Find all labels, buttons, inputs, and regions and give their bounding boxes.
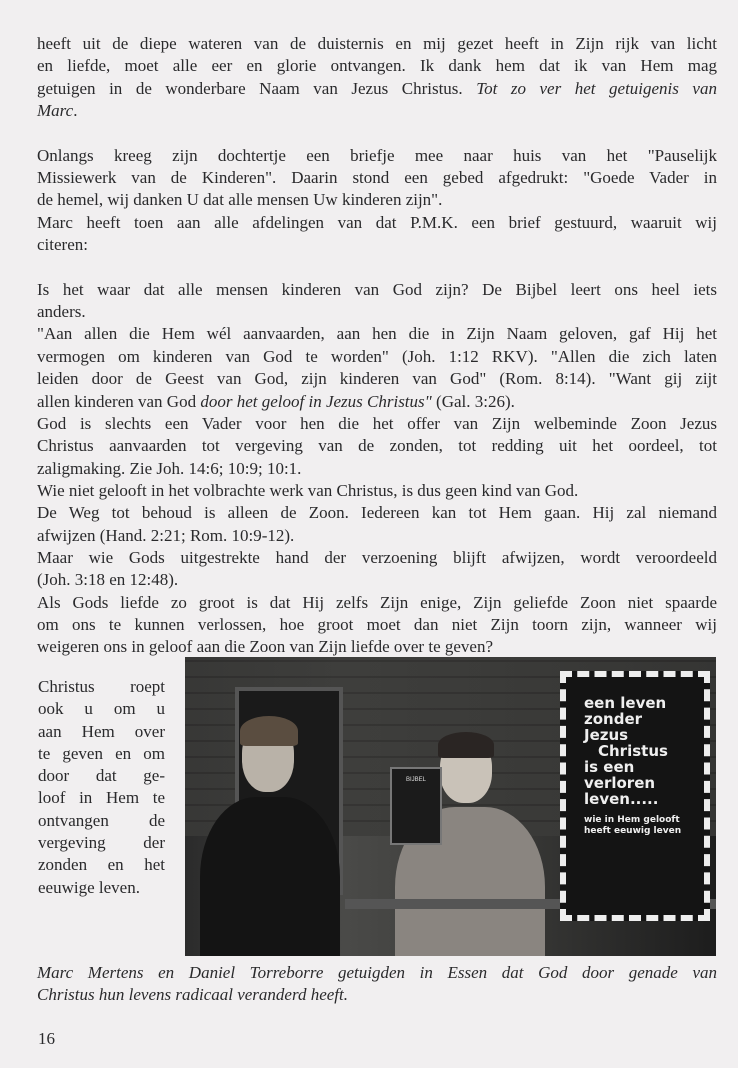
text-line: [37, 33, 717, 55]
text-line: [37, 614, 717, 636]
poster-line: Jezus: [584, 726, 629, 744]
italic-text: Tot zo ver het getuigenis van: [476, 78, 717, 98]
poster-line: verloren: [584, 774, 656, 792]
text-line: [37, 234, 717, 256]
text: Maar wie Gods uitgestrekte hand der verzoening blijft afwijzen, wordt veroordeeld: [37, 547, 717, 567]
poster-small-line: wie in Hem gelooft: [584, 815, 680, 825]
text-line: [37, 346, 717, 368]
text: leiden door de Geest van God, zijn kinderen van God" (Rom. 8:14). "Want gij zijt: [37, 369, 717, 389]
text-line: [37, 55, 717, 77]
text-line: [37, 592, 717, 614]
sidebar-line: eeuwige leven.: [38, 877, 140, 897]
sidebar-line: zonden en het: [38, 855, 165, 875]
text: Christus aanvaarden tot vergeving van de zonden, tot redding uit het oordeel, tot: [37, 436, 717, 456]
text-line: [37, 525, 717, 547]
poster-subtext: [584, 815, 694, 837]
text: De Weg tot behoud is alleen de Zoon. Iedereen kan tot Hem gaan. Hij zal niemand: [37, 503, 717, 523]
poster: [560, 671, 710, 921]
caption-line: Marc Mertens en Daniel Torreborre getuigden in Essen dat God door genade van: [37, 963, 717, 982]
text: om ons te kunnen verlossen, hoe groot moet dan niet Zijn toorn zijn, wanneer wij: [37, 614, 717, 634]
text-line: [37, 480, 717, 502]
text: "Aan allen die Hem wél aanvaarden, aan hen die in Zijn Naam geloven, gaf Hij het: [37, 324, 717, 344]
text-line: [37, 279, 717, 301]
text: Marc heeft toen aan alle afdelingen van dat P.M.K. een brief gestuurd, waaruit wij: [37, 212, 717, 232]
text-line: [37, 368, 717, 390]
sidebar-line: te geven en om: [38, 743, 165, 763]
text-line: [37, 167, 717, 189]
text: Onlangs kreeg zijn dochtertje een briefje mee naar huis van het "Pauselijk: [37, 145, 717, 165]
text: (Joh. 3:18 en 12:48).: [37, 570, 179, 590]
poster-line: zonder: [584, 710, 643, 728]
sidebar-line: aan Hem over: [38, 721, 165, 741]
italic-text: Marc: [37, 101, 74, 121]
text: Missiewerk van de Kinderen". Daarin stond een gebed afgedrukt: "Goede Vader in: [37, 168, 717, 188]
text: God is slechts een Vader voor hen die het offer van Zijn welbeminde Zoon Jezus: [37, 413, 717, 433]
text: de hemel, wij danken U dat alle mensen Uw kinderen zijn".: [37, 190, 443, 210]
text-line: [37, 391, 717, 413]
text: (Gal. 3:26).: [431, 391, 515, 411]
text: afwijzen (Hand. 2:21; Rom. 10:9-12).: [37, 525, 295, 545]
sidebar-line: ook u om u: [38, 699, 165, 719]
poster-small-line: heeft eeuwig leven: [584, 826, 682, 836]
text-line: [37, 301, 717, 323]
text-line: [37, 100, 717, 122]
poster-line: Christus: [598, 742, 668, 760]
text-line: [37, 78, 717, 100]
text: citeren:: [37, 235, 88, 255]
text-line: [37, 502, 717, 524]
sidebar-line: Christus roept: [38, 677, 165, 696]
text-line: [37, 212, 717, 234]
poster-line: is een: [584, 758, 635, 776]
sidebar-line: ontvangen de: [38, 810, 165, 830]
bible-book: BIJBEL: [390, 767, 442, 845]
sidebar-line: door dat ge-: [38, 766, 165, 786]
text: anders.: [37, 302, 86, 322]
italic-text: door het geloof in Jezus Christus": [200, 391, 432, 411]
text-line: [37, 547, 717, 569]
text-line: [37, 413, 717, 435]
text: heeft uit de diepe wateren van de duisternis en mij gezet heeft in Zijn rijk van licht: [37, 34, 717, 53]
text: getuigen in de wonderbare Naam van Jezus Christus.: [37, 78, 477, 98]
text-line: [37, 145, 717, 167]
text: zaligmaking. Zie Joh. 14:6; 10:9; 10:1.: [37, 458, 302, 478]
text: Is het waar dat alle mensen kinderen van God zijn? De Bijbel leert ons heel iets: [37, 279, 717, 299]
sidebar-line: vergeving der: [38, 833, 165, 853]
photo-caption: [37, 962, 717, 1007]
text: .: [73, 101, 78, 121]
text: weigeren ons in geloof aan die Zoon van Zijn liefde over te geven?: [37, 637, 493, 657]
text-line: [37, 569, 717, 591]
text: Als Gods liefde zo groot is dat Hij zelfs Zijn enige, Zijn geliefde Zoon niet spaarde: [37, 592, 717, 612]
body-text: [37, 33, 717, 659]
caption-line: Christus hun levens radicaal veranderd heeft.: [37, 985, 348, 1005]
person-marc: [200, 712, 335, 956]
poster-line: een leven: [584, 694, 667, 712]
photo: [185, 657, 716, 956]
poster-line: leven.....: [584, 790, 659, 808]
text: allen kinderen van God: [37, 391, 201, 411]
page-number: 16: [38, 1029, 55, 1048]
paragraph-gap: [37, 256, 717, 278]
text: vermogen om kinderen van God te worden" (Joh. 1:12 RKV). "Allen die zich laten: [37, 346, 717, 366]
text-line: [37, 323, 717, 345]
text: Wie niet gelooft in het volbrachte werk van Christus, is dus geen kind van God.: [37, 480, 579, 500]
sidebar-text: [38, 676, 165, 899]
text-line: [37, 458, 717, 480]
text-line: [37, 636, 717, 658]
text-line: [37, 189, 717, 211]
text-line: [37, 435, 717, 457]
sidebar-line: loof in Hem te: [38, 788, 165, 808]
text: en liefde, moet alle eer en glorie ontvangen. Ik dank hem dat ik van Hem mag: [37, 56, 717, 76]
paragraph-gap: [37, 122, 717, 144]
